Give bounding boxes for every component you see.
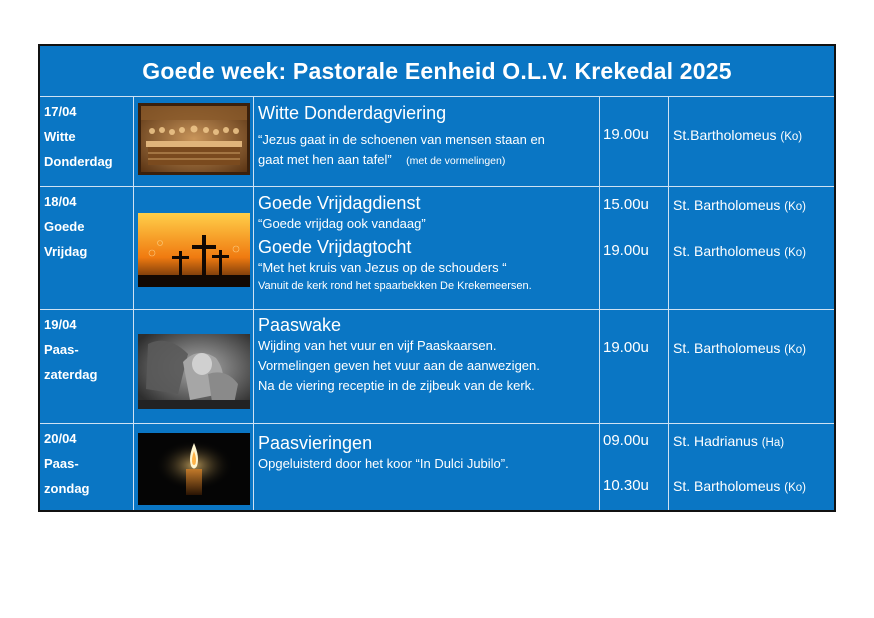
day-name: Donderdag (44, 154, 113, 169)
row-divider (40, 186, 834, 187)
day-cell-friday (44, 189, 87, 264)
location-cell (673, 197, 806, 213)
three-crosses-sunset-image (138, 213, 250, 287)
event-cell (258, 192, 598, 294)
location-abbr: (Ha) (761, 437, 785, 449)
column-divider (668, 96, 669, 510)
day-name: zaterdag (44, 367, 98, 382)
day-date: 20/04 (44, 431, 77, 446)
row-divider (40, 96, 834, 97)
day-date: 17/04 (44, 104, 77, 119)
day-name: Paas- (44, 456, 79, 471)
location-name: St. Bartholomeus (673, 243, 781, 259)
event-description: Vormelingen geven het vuur aan de aanwezigen. (258, 358, 540, 373)
column-divider (599, 96, 600, 510)
event-description: “Goede vrijdag ook vandaag” (258, 216, 426, 231)
location-name: St. Hadrianus (673, 433, 758, 449)
location-abbr: (Ko) (784, 344, 807, 356)
location-cell (673, 340, 806, 356)
event-title: Goede Vrijdagtocht (258, 237, 412, 257)
day-cell-sunday (44, 426, 90, 501)
event-title: Witte Donderdagviering (258, 103, 447, 123)
event-description: gaat met hen aan tafel” (258, 152, 392, 167)
row-divider (40, 423, 834, 424)
day-name: zondag (44, 481, 90, 496)
location-name: St.Bartholomeus (673, 127, 777, 143)
location-cell (673, 478, 806, 494)
event-title: Paaswake (258, 315, 342, 335)
candle-flame-image (138, 433, 250, 505)
day-name: Paas- (44, 342, 79, 357)
location-abbr: (Ko) (784, 482, 807, 494)
location-name: St. Bartholomeus (673, 340, 781, 356)
column-divider (253, 96, 254, 510)
time-cell: 19.00u (603, 242, 649, 259)
time-cell: 10.30u (603, 477, 649, 494)
weeping-angel-statue-image (138, 334, 250, 409)
day-name: Goede (44, 219, 85, 234)
event-title: Paasvieringen (258, 433, 373, 453)
day-date: 18/04 (44, 194, 77, 209)
location-name: St. Bartholomeus (673, 197, 781, 213)
event-title: Goede Vrijdagdienst (258, 193, 421, 213)
location-abbr: (Ko) (780, 131, 803, 143)
event-description: “Met het kruis van Jezus op de schouders “ (258, 260, 507, 275)
day-cell-thursday (44, 99, 113, 174)
event-description: Na de viering receptie in de zijbeuk van de kerk. (258, 378, 535, 393)
location-name: St. Bartholomeus (673, 478, 781, 494)
location-abbr: (Ko) (784, 247, 807, 259)
event-cell (258, 432, 598, 474)
event-description: Vanuit de kerk rond het spaarbekken De Krekemeersen. (258, 280, 532, 292)
event-description: “Jezus gaat in de schoenen van mensen staan en (258, 132, 545, 147)
column-divider (133, 96, 134, 510)
day-name: Vrijdag (44, 244, 88, 259)
event-cell (258, 314, 598, 396)
day-name: Witte (44, 129, 76, 144)
time-cell: 19.00u (603, 126, 649, 143)
event-description: Wijding van het vuur en vijf Paaskaarsen. (258, 338, 497, 353)
schedule-table (38, 44, 836, 512)
event-cell (258, 102, 598, 171)
last-supper-relief-image (138, 103, 250, 175)
location-cell (673, 433, 784, 449)
row-divider (40, 309, 834, 310)
time-cell: 09.00u (603, 432, 649, 449)
location-abbr: (Ko) (784, 201, 807, 213)
event-description: Opgeluisterd door het koor “In Dulci Jubilo”. (258, 456, 509, 471)
day-date: 19/04 (44, 317, 77, 332)
location-cell (673, 243, 806, 259)
time-cell: 15.00u (603, 196, 649, 213)
location-cell (673, 127, 802, 143)
day-cell-saturday (44, 312, 97, 387)
time-cell: 19.00u (603, 339, 649, 356)
page-title: Goede week: Pastorale Eenheid O.L.V. Krekedal 2025 (142, 58, 732, 84)
event-note: (met de vormelingen) (406, 155, 506, 167)
